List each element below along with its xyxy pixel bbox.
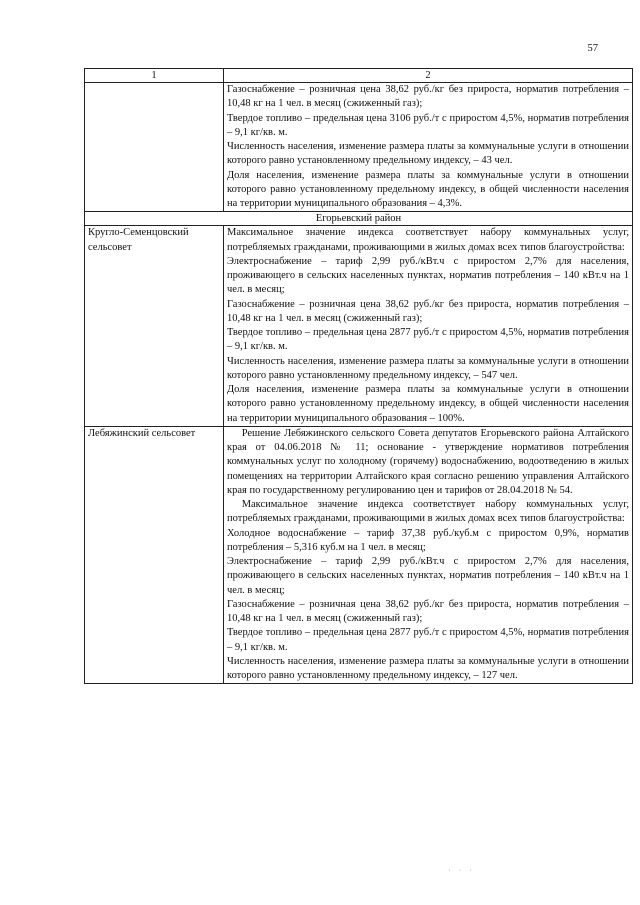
paragraph: Газоснабжение – розничная цена 38,62 руб./кг без прироста, норматив потребления – 10,48 кг на 1 чел. в месяц (сжиженный газ); <box>227 84 629 110</box>
municipality-name: Лебяжинский сельсовет <box>85 426 224 684</box>
paragraph: Максимальное значение индекса соответствует набору коммунальных услуг, потребляемых гражданами, проживающими в жилых домах всех типов благоустройства: <box>227 227 629 253</box>
paragraph: Твердое топливо – предельная цена 2877 руб./т с приростом 4,5%, норматив потребления – 9,1 кг/кв. м. <box>227 627 629 653</box>
municipality-name: Кругло-Семенцовский сельсовет <box>85 226 224 427</box>
tariff-table <box>84 68 633 684</box>
table-header-row <box>85 69 633 83</box>
region-row <box>85 212 633 226</box>
description-cell <box>224 83 633 212</box>
paragraph: Газоснабжение – розничная цена 38,62 руб./кг без прироста, норматив потребления – 10,48 кг на 1 чел. в месяц (сжиженный газ); <box>227 298 629 324</box>
paragraph: Электроснабжение – тариф 2,99 руб./кВт.ч с приростом 2,7% для населения, проживающего в сельских населенных пунктах, норматив потребления – 140 кВт.ч на 1 чел. в месяц; <box>227 556 629 596</box>
region-title: Егорьевский район <box>85 212 633 226</box>
table-row <box>85 426 633 684</box>
paragraph: Холодное водоснабжение – тариф 37,38 руб./куб.м с приростом 0,9%, норматив потребления – 5,316 куб.м на 1 чел. в месяц; <box>227 527 629 553</box>
paragraph: Твердое топливо – предельная цена 2877 руб./т с приростом 4,5%, норматив потребления – 9,1 кг/кв. м. <box>227 327 629 353</box>
paragraph: Газоснабжение – розничная цена 38,62 руб./кг без прироста, норматив потребления – 10,48 кг на 1 чел. в месяц (сжиженный газ); <box>227 598 629 624</box>
paragraph: Доля населения, изменение размера платы за коммунальные услуги в отношении которого равно установленному предельному индексу, в общей численности населения на территории муниципального образования – 100%. <box>227 384 629 424</box>
paragraph: Численность населения, изменение размера платы за коммунальные услуги в отношении которого равно установленному предельному индексу, – 43 чел. <box>227 141 629 167</box>
column-header-1: 1 <box>85 69 224 83</box>
paragraph: Доля населения, изменение размера платы за коммунальные услуги в отношении которого равно установленному предельному индексу, в общей численности населения на территории муниципального образования – 4,3%. <box>227 169 629 209</box>
paragraph: Численность населения, изменение размера платы за коммунальные услуги в отношении которого равно установленному предельному индексу, – 547 чел. <box>227 355 629 381</box>
description-cell <box>224 226 633 427</box>
page-number: 57 <box>587 43 598 54</box>
scan-artifact: · · · <box>448 866 475 875</box>
table-row-continuation <box>85 83 633 212</box>
description-cell <box>224 426 633 684</box>
paragraph: Электроснабжение – тариф 2,99 руб./кВт.ч с приростом 2,7% для населения, проживающего в сельских населенных пунктах, норматив потребления – 140 кВт.ч на 1 чел. в месяц; <box>227 255 629 296</box>
column-header-2: 2 <box>224 69 633 83</box>
paragraph: Численность населения, изменение размера платы за коммунальные услуги в отношении которого равно установленному предельному индексу, – 127 чел. <box>227 655 629 681</box>
paragraph: Твердое топливо – предельная цена 3106 руб./т с приростом 4,5%, норматив потребления – 9,1 кг/кв. м. <box>227 112 629 138</box>
paragraph: Максимальное значение индекса соответствует набору коммунальных услуг, потребляемых гражданами, проживающими в жилых домах всех типов благоустройства: <box>227 499 629 525</box>
paragraph: Решение Лебяжинского сельского Совета депутатов Егорьевского района Алтайского края от 04.06.2018 № 11; основание - утверждение нормативов потребления коммунальных услуг по холодному (горячему) водоснабжению, водоотведению в жилых помещениях на территории Алтайского края согласно решению управления Алтайского края по государственному регулированию цен и тарифов от 28.04.2018 № 54. <box>227 427 629 496</box>
table-row <box>85 226 633 427</box>
municipality-cell-empty <box>85 83 224 212</box>
